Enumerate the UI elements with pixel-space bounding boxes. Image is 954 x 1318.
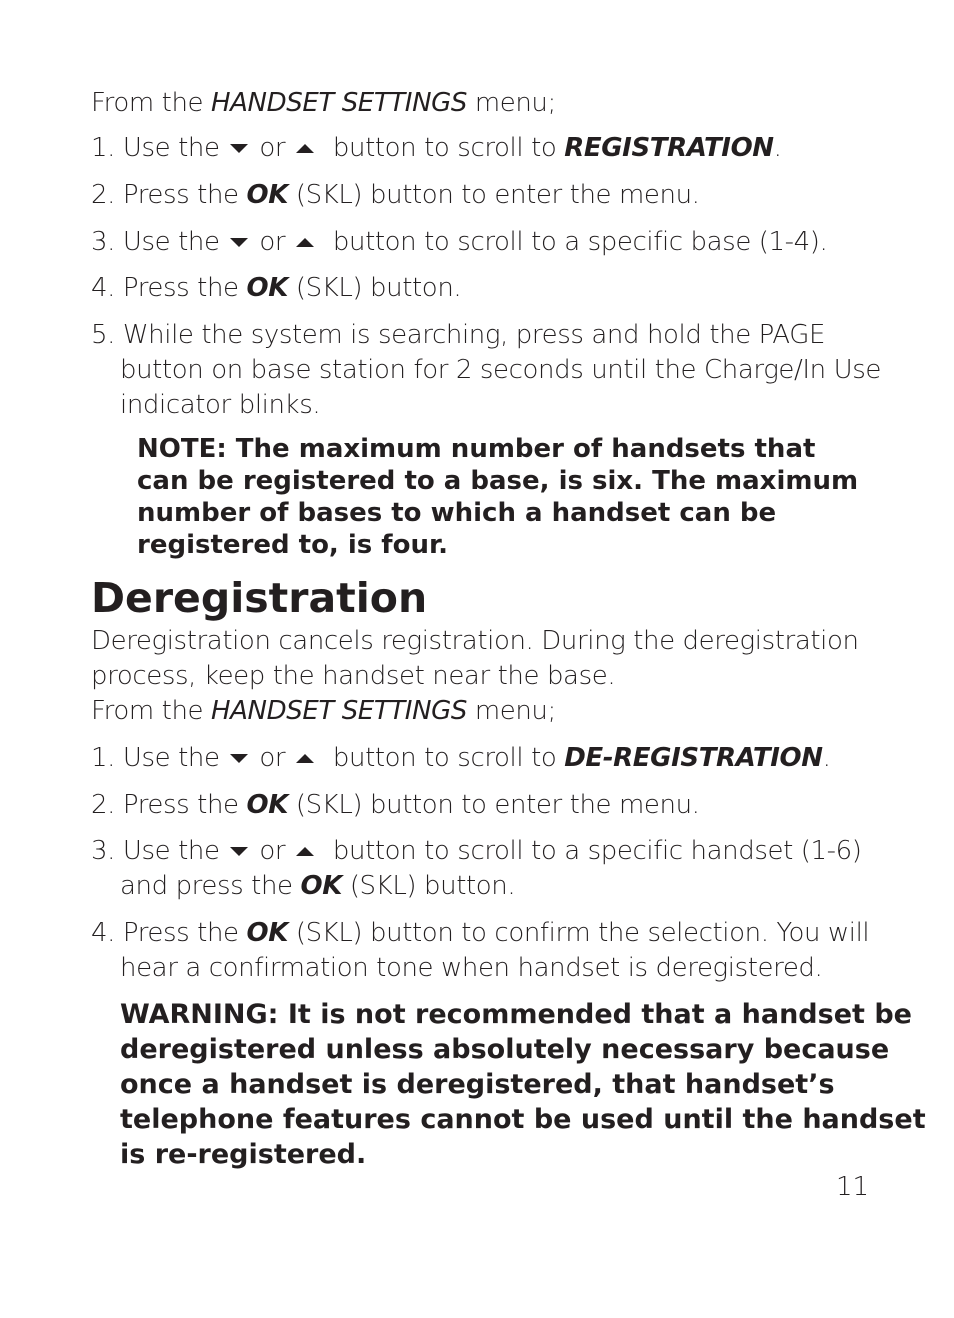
down-arrow-icon xyxy=(230,238,248,247)
menu-option: DE-REGISTRATION xyxy=(564,743,823,773)
intro-text: menu; xyxy=(466,696,556,726)
registration-step-2 xyxy=(91,178,700,213)
step-text: (SKL) button to confirm the selection. You will xyxy=(287,918,870,948)
step-number: 1. xyxy=(91,743,116,773)
note-line-3: number of bases to which a handset can be xyxy=(137,498,777,528)
deregistration-step-1 xyxy=(91,741,830,776)
step-text: or xyxy=(259,743,286,773)
menu-name: HANDSET SETTINGS xyxy=(211,88,467,118)
up-arrow-icon xyxy=(296,754,314,763)
registration-step-5-line-3: indicator blinks. xyxy=(120,390,321,420)
page-number: 11 xyxy=(836,1172,870,1202)
step-text: Use the xyxy=(122,836,220,866)
note-line-1: NOTE: The maximum number of handsets that xyxy=(137,434,816,464)
deregistration-intro xyxy=(91,694,556,729)
ok-key-label: OK xyxy=(246,180,288,210)
down-arrow-icon xyxy=(230,144,248,153)
step-text: Press the xyxy=(122,273,247,303)
registration-step-1 xyxy=(91,131,782,166)
step-number: 3. xyxy=(91,836,116,866)
step-text: button to scroll to xyxy=(332,743,565,773)
step-text: (SKL) button. xyxy=(287,273,462,303)
step-text: or xyxy=(259,133,286,163)
step-number: 4. xyxy=(91,273,116,303)
down-arrow-icon xyxy=(230,754,248,763)
step-text: Press the xyxy=(122,918,247,948)
registration-step-5-line-2: button on base station for 2 seconds until the Charge/In Use xyxy=(120,355,881,385)
up-arrow-icon xyxy=(296,144,314,153)
step-text: or xyxy=(259,836,286,866)
note-line-4: registered to, is four. xyxy=(137,530,448,560)
step-text: Press the xyxy=(122,790,247,820)
deregistration-step-4-line-2: hear a confirmation tone when handset is deregistered. xyxy=(120,953,823,983)
step-number: 2. xyxy=(91,180,116,210)
menu-option: REGISTRATION xyxy=(564,133,774,163)
warning-line-1: WARNING: It is not recommended that a handset be xyxy=(120,999,912,1030)
note-line-2: can be registered to a base, is six. The maximum xyxy=(137,466,859,496)
intro-text: From the xyxy=(91,696,212,726)
step-text: . xyxy=(773,133,782,163)
ok-key-label: OK xyxy=(246,790,288,820)
deregistration-step-2 xyxy=(91,788,700,823)
step-text: . xyxy=(822,743,831,773)
step-text: button to scroll to a specific base (1-4). xyxy=(332,227,828,257)
ok-key-label: OK xyxy=(246,273,288,303)
down-arrow-icon xyxy=(230,847,248,856)
deregistration-desc-line-1: Deregistration cancels registration. During the deregistration xyxy=(91,626,859,656)
step-number: 4. xyxy=(91,918,116,948)
step-number: 3. xyxy=(91,227,116,257)
deregistration-desc-line-2: process, keep the handset near the base. xyxy=(91,661,616,691)
registration-step-3 xyxy=(91,225,827,260)
step-text: Use the xyxy=(122,743,220,773)
step-number: 2. xyxy=(91,790,116,820)
step-text: or xyxy=(259,227,286,257)
warning-line-3: once a handset is deregistered, that handset’s xyxy=(120,1069,835,1100)
step-text: button to scroll to xyxy=(332,133,565,163)
menu-name: HANDSET SETTINGS xyxy=(211,696,467,726)
deregistration-step-3 xyxy=(91,834,861,869)
step-text: button to scroll to a specific handset (1-6) xyxy=(332,836,862,866)
up-arrow-icon xyxy=(296,847,314,856)
ok-key-label: OK xyxy=(300,871,342,901)
registration-step-5-line-1: 5. While the system is searching, press and hold the PAGE xyxy=(91,320,825,350)
intro-text: From the xyxy=(91,88,212,118)
warning-line-2: deregistered unless absolutely necessary because xyxy=(120,1034,890,1065)
up-arrow-icon xyxy=(296,238,314,247)
step-text: and press the xyxy=(120,871,301,901)
registration-intro xyxy=(91,86,556,121)
step-number: 1. xyxy=(91,133,116,163)
intro-text: menu; xyxy=(466,88,556,118)
step-text: (SKL) button to enter the menu. xyxy=(287,180,700,210)
warning-line-4: telephone features cannot be used until the handset xyxy=(120,1104,926,1135)
warning-line-5: is re-registered. xyxy=(120,1139,367,1170)
step-text: (SKL) button to enter the menu. xyxy=(287,790,700,820)
step-text: Use the xyxy=(122,133,220,163)
registration-step-4 xyxy=(91,271,461,306)
deregistration-step-4 xyxy=(91,916,869,951)
section-heading: Deregistration xyxy=(91,574,428,622)
ok-key-label: OK xyxy=(246,918,288,948)
step-text: Use the xyxy=(122,227,220,257)
step-text: Press the xyxy=(122,180,247,210)
step-text: (SKL) button. xyxy=(341,871,516,901)
deregistration-step-3-line-2 xyxy=(120,869,515,904)
